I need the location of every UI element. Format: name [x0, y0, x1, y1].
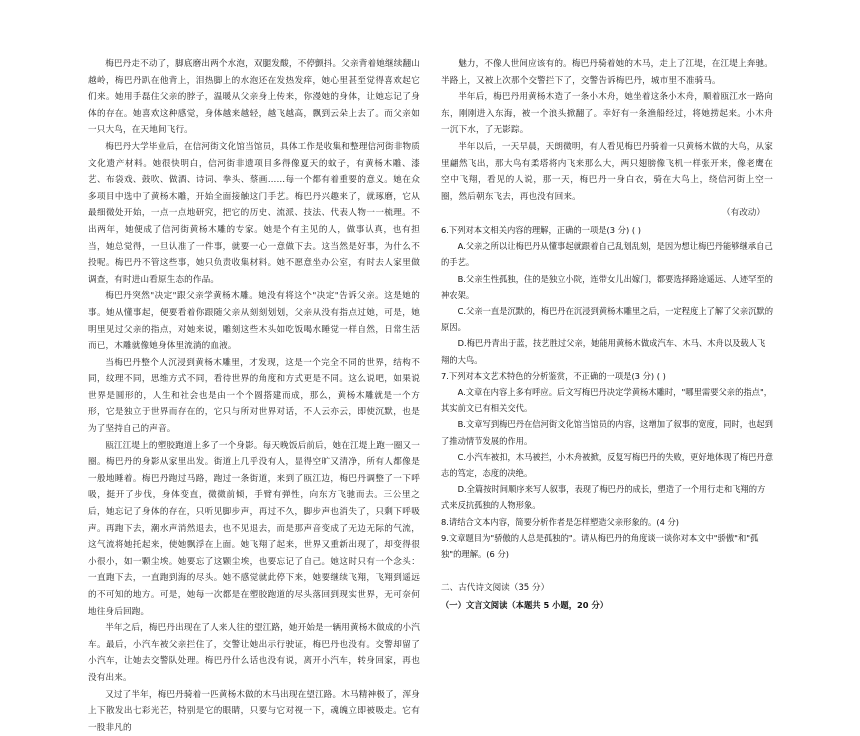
story-paragraph: 半年后，梅巴丹用黄杨木造了一条小木舟，她坐着这条小木舟，顺着瓯江水一路向东，刚刚进入东海，被一个浪头掀翻了。幸好有一条渔船经过，将她捞起来。小木舟一沉下水，了无影踪。: [441, 92, 773, 136]
option-d: D.全篇按时间顺序来写人叙事，表现了梅巴丹的成长，塑造了一个用行走和飞翔的方式来反抗孤独的人物形象。: [441, 484, 766, 511]
story-paragraph: 梅巴丹走不动了，脚底磨出两个水泡，双腿发酸，不停颤抖。父亲背着她继续翻山越岭，梅巴丹趴在他背上，泪热脚上的水泡还在发热发痒，她心里甚至觉得喜欢起它们来。她用手磊住父亲的脖子，温暖从父亲身上传来，你漫她的身体，让她忘记了身体的存在。她喜欢这种感觉，身体越来越轻，越飞越高，飘到云朵上去了。而父亲如一只大鸟，在天地间飞行。: [88, 59, 420, 136]
question-stem: 7.下列对本文艺术特色的分析鉴赏，不正确的一项是(3 分) ( ): [441, 370, 666, 381]
question-7: [441, 368, 773, 514]
story-paragraph: 半年之后，梅巴丹出现在了人来人往的望江路，她开始是一辆用黄杨木做成的小汽车。最后，小汽车被父亲拦住了，交警让她出示行驶证，梅巴丹也没有。交警却留了小汽车，让她去交警队处理。梅巴丹什么话也没有说，离开小汽车，转身回家，再也没有出来。: [88, 623, 420, 683]
story-paragraph: 半年以后，一天早晨，天朗微明，有人看见梅巴丹骑着一只黄杨木做的大鸟，从家里翩然飞出，那大鸟有柔塔将内飞来那么大，两只翅膀像飞机一样张开来，像老鹰在空中飞翔，看见的人说，那一天，梅巴丹一身白衣，骑在大鸟上，绕信河街上空一圈，然后朝东飞去，再也没有回来。: [441, 141, 773, 202]
option-a: A.文章在内容上多有呼应。后文写梅巴丹决定学黄杨木雕时，"哪里需要父亲的指点"，其实前文已有相关交代。: [441, 386, 773, 414]
right-column: [441, 56, 773, 613]
section-title: 二、古代诗文阅读（35 分）: [441, 583, 550, 594]
source-note: （有改动）: [722, 208, 765, 219]
question-9: 9.文章题目为"骄傲的人总是孤独的"。请从梅巴丹的角度谈一谈你对本文中"骄傲"和"孤独"的理解。(6 分): [441, 532, 759, 559]
question-stem: 6.下列对本文相关内容的理解，正确的一项是(3 分) ( ): [441, 224, 641, 235]
story-paragraph: 梅巴丹大学毕业后，在信河街文化馆当馆员，具体工作是收集和整理信河街非物质文化遗产材料。她很快明白，信河街非遗项目多得像夏天的蚊子，有黄杨木雕、漆艺、布袋戏、鼓吹、做酒、诗词、拳头、蔡画……每一个都有着重要的意义。她在众多项目中选中了黄杨木雕，开始全面接触这门手艺。梅巴丹兴趣来了，就琢磨，它从最细微处开始，一点一点地研究，把它的历史、流派、技法、代表人物一一梳理。不出两年，她便成了信河街黄杨木雕的专家。她是个有主见的人，做事认真，也有担当，她总觉得，一旦认准了一件事，就要一心一意做下去。这当然是好事，为什么不投呢。梅巴丹不管这些事，她只负责收集材料。她不愿意坐办公室，有时去人家里做调查，有时进山看原生态的作品。: [88, 141, 420, 285]
question-8: 8.请结合文本内容，简要分析作者是怎样塑造父亲形象的。(4 分): [441, 516, 680, 527]
option-d: D.梅巴丹青出于蓝，技艺胜过父亲，她能用黄杨木做成汽车、木马、木舟以及载人飞翔的大鸟。: [441, 338, 766, 365]
story-paragraph: 梅巴丹突然"决定"跟父亲学黄杨木雕。她没有将这个"决定"告诉父亲。这是她的事。她从懂事起，便要看着你跟随父亲从刻刻划划，父亲从没有指点过她，可是，她明里见过父亲的指点，对她来说，雕刻这些木头如吃饭喝水睡觉一样自然，日常生活而已，木雕就像她身体里流淌的血液。: [88, 291, 420, 352]
subsection-title: （一）文言文阅读（本题共 5 小题，20 分）: [441, 599, 609, 610]
option-b: B.文章写到梅巴丹在信河街文化馆当馆员的内容，这增加了叙事的宽度，同时，也起到了推动情节发展的作用。: [441, 419, 773, 446]
story-paragraph: 魅力，不像人世间应该有的。梅巴丹骑着她的木马，走上了江堤，在江堤上奔驰。半路上，又被上次那个交警拦下了，交警告诉梅巴丹，城市里不准骑马。: [441, 59, 773, 86]
story-paragraph: 当梅巴丹整个人沉浸到黄杨木雕里，才发现，这是一个完全不同的世界，结构不同，纹理不同，思维方式不同，看待世界的角度和方式更是不同。这么说吧，如果说世界是圆形的，人生和社会也是由一个个圆搭建而成，那么，黄杨木雕就是一个方形，它是独立于世界而存在的，它只与所对世界对话，不人云亦云，即使沉默，也是为了坚持自己的声音。: [88, 357, 420, 435]
story-paragraph: 瓯江江堤上的塑胶跑道上多了一个身影。每天晚饭后前后，她在江堤上跑一圈又一圈。梅巴丹的身影从家里出发。街道上几乎没有人，显得空旷又清净，所有人都像是一般地睡着。梅巴丹跑过马路，跑过一条街道，来到了瓯江边，梅巴丹调整了一下呼吸，挺开了步伐，身体变直，微微前倾，手臂有弹性，向东方飞驰而去。三公里之后，她忘记了身体的存在，只听见脚步声，再过不久，脚步声也消失了，只剩下呼吸声。再跑下去，潮水声消然退去，也不见退去，而是那声音变成了无边无际的气流，这气流将她托起来，使她飘浮在上面。她飞翔了起来，世界又重新出现了，却变得很小很小，如一颗尘埃。她要忘了这颗尘埃，也要忘记了自己。她这时只有一个念头：一直跑下去，一直跑到海的尽头。她不感觉就此停下来，她要继续飞翔，飞翔到遥远的不可知的地方。可是，她每一次都是在塑胶跑道的尽头落回到现实世界，无可奈何地往身后回跑。: [88, 440, 420, 617]
left-column: [88, 56, 420, 736]
story-paragraph: 又过了半年，梅巴丹骑着一匹黄杨木做的木马出现在望江路。木马精神极了，浑身上下散发出七彩光芒，特别是它的眼睛，只要与它对视一下，魂魄立即被吸走。它有一股非凡的: [88, 689, 420, 733]
option-a: A.父亲之所以让梅巴丹从懂事起就跟着自己乱划乱刻，是因为想让梅巴丹能够继承自己的手艺。: [441, 241, 773, 268]
option-c: C.小汽车被扣，木马被拦，小木舟被掀，反复写梅巴丹的失败，更好地体现了梅巴丹意志的笃定，态度的决绝。: [441, 451, 774, 478]
option-b: B.父亲生性孤独，住的是独立小院，连带女儿出嫁门，都要选择路途遥远、人迹罕至的神农架。: [441, 273, 773, 300]
question-6: [441, 222, 773, 368]
option-c: C.父亲一直是沉默的，梅巴丹在沉浸到黄杨木雕里之后，一定程度上了解了父亲沉默的原因。: [441, 305, 774, 333]
